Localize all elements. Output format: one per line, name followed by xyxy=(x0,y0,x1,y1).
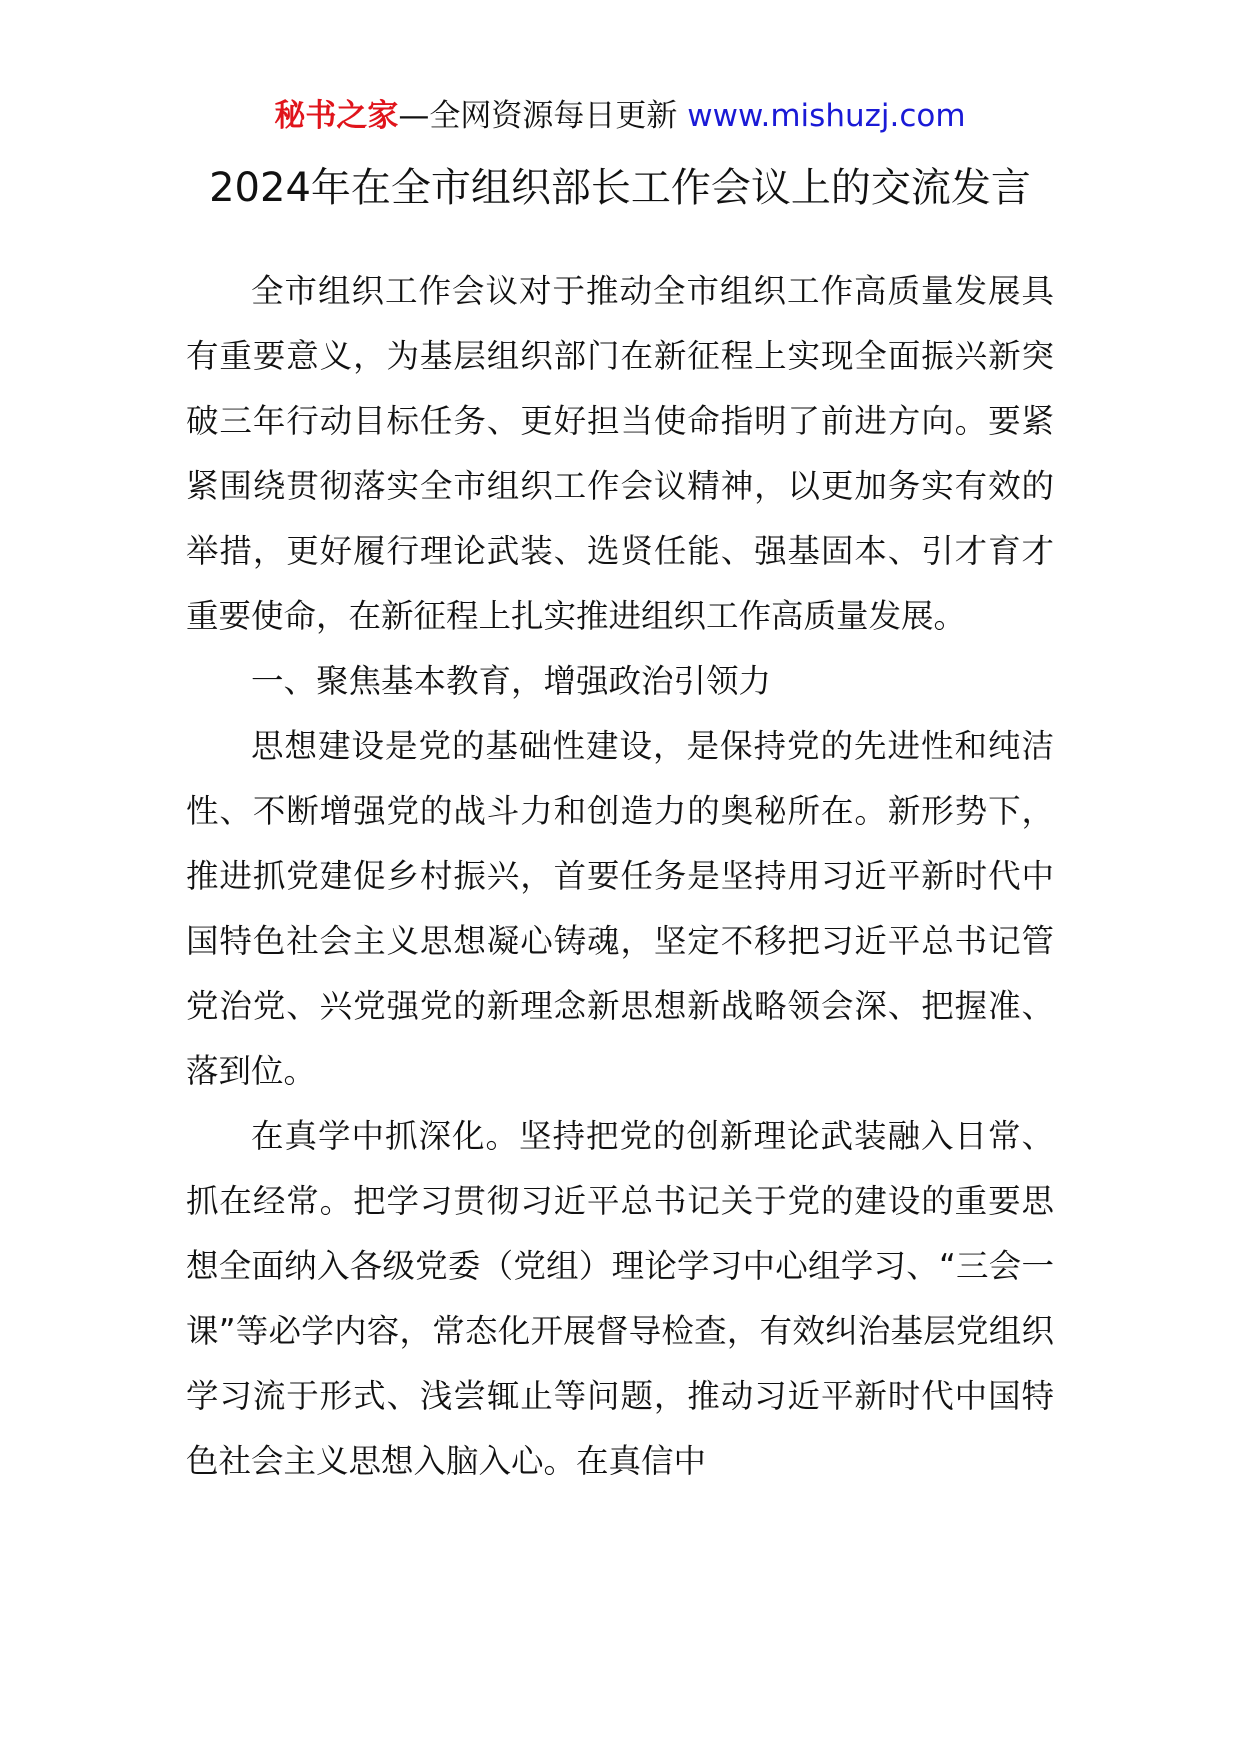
site-brand: 秘书之家 xyxy=(274,98,399,134)
site-tagline: —全网资源每日更新 xyxy=(398,98,678,134)
document-body xyxy=(186,259,1054,1494)
paragraph-true-learning: 在真学中抓深化。坚持把党的创新理论武装融入日常、抓在经常。把学习贯彻习近平总书记关于党的建设的重要思想全面纳入各级党委（党组）理论学习中心组学习、“三会一课”等必学内容，常态化开展督导检查，有效纠治基层党组织学习流于形式、浅尝辄止等问题，推动习近平新时代中国特色社会主义思想入脑入心。在真信中 xyxy=(186,1117,1054,1480)
paragraph-intro: 全市组织工作会议对于推动全市组织工作高质量发展具有重要意义，为基层组织部门在新征程上实现全面振兴新突破三年行动目标任务、更好担当使命指明了前进方向。要紧紧围绕贯彻落实全市组织工作会议精神，以更加务实有效的举措，更好履行理论武装、选贤任能、强基固本、引才育才重要使命，在新征程上扎实推进组织工作高质量发展。 xyxy=(186,272,1054,635)
paragraph-ideological-building: 思想建设是党的基础性建设，是保持党的先进性和纯洁性、不断增强党的战斗力和创造力的奥秘所在。新形势下，推进抓党建促乡村振兴，首要任务是坚持用习近平新时代中国特色社会主义思想凝心铸魂，坚定不移把习近平总书记管党治党、兴党强党的新理念新思想新战略领会深、把握准、落到位。 xyxy=(186,727,1054,1090)
section-heading-1: 一、聚焦基本教育，增强政治引领力 xyxy=(251,662,772,700)
document-title: 2024年在全市组织部长工作会议上的交流发言 xyxy=(209,165,1031,211)
site-header xyxy=(0,96,1240,136)
site-url-link[interactable]: www.mishuzj.com xyxy=(687,98,966,134)
